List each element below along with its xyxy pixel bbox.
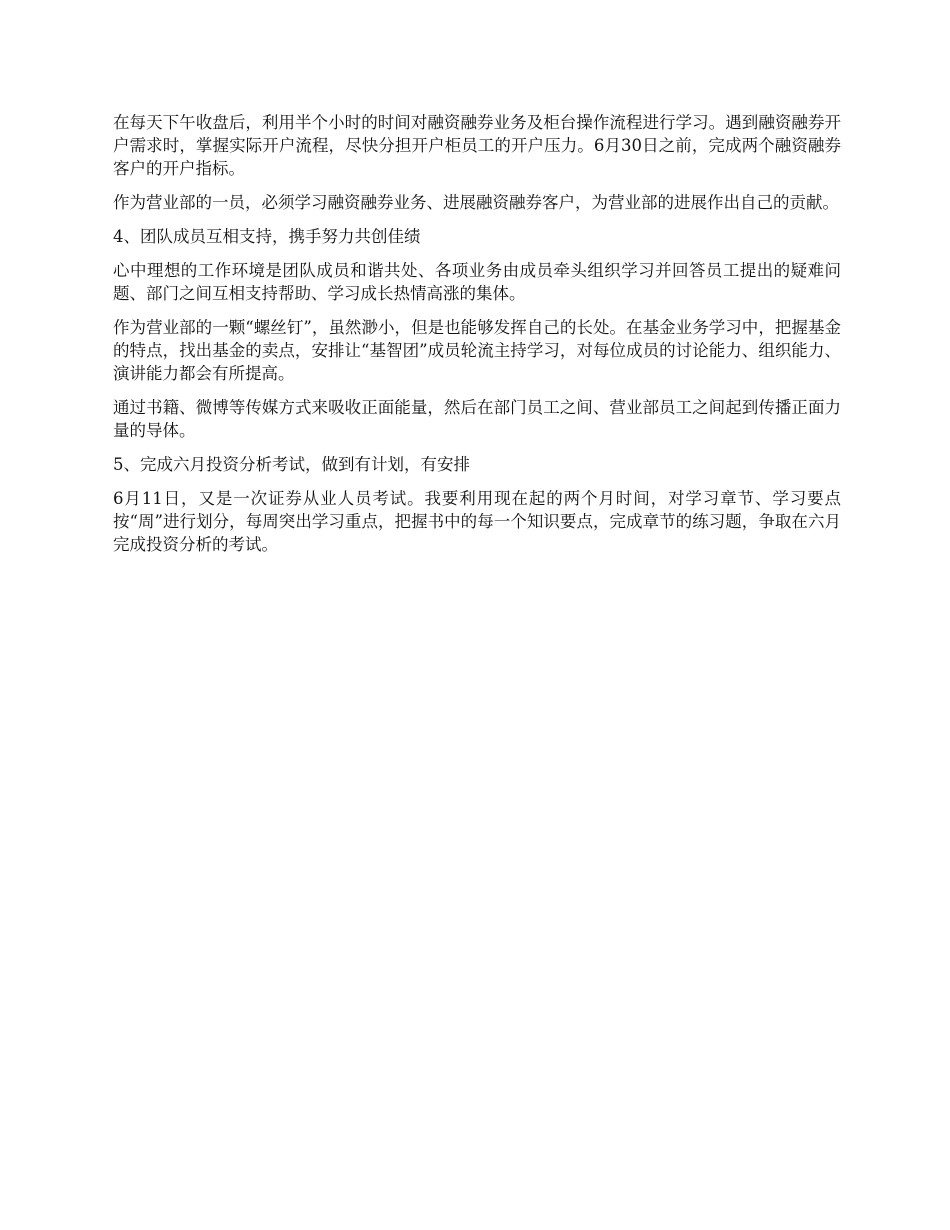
paragraph-screw-role: 作为营业部的一颗“螺丝钉”，虽然渺小，但是也能够发挥自己的长处。在基金业务学习中，把握基金的特点，找出基金的卖点，安排让“基智团”成员轮流主持学习，对每位成员的讨论能力、组织能力、演讲能力都会有所提高。 bbox=[113, 318, 841, 383]
paragraph-exam-plan: 6月11日，又是一次证券从业人员考试。我要利用现在起的两个月时间，对学习章节、学习要点按“周”进行划分，每周突出学习重点，把握书中的每一个知识要点，完成章节的练习题，争取在六月完成投资分析的考试。 bbox=[113, 489, 841, 554]
paragraph-ideal-environment: 心中理想的工作环境是团队成员和谐共处、各项业务由成员牵头组织学习并回答员工提出的疑难问题、部门之间互相支持帮助、学习成长热情高涨的集体。 bbox=[113, 261, 841, 303]
paragraph-positive-energy: 通过书籍、微博等传媒方式来吸收正面能量，然后在部门员工之间、营业部员工之间起到传播正面力量的导体。 bbox=[113, 398, 841, 440]
section-heading-team-support: 4、团队成员互相支持，携手努力共创佳绩 bbox=[113, 227, 421, 246]
paragraph-department-contribution: 作为营业部的一员，必须学习融资融券业务、进展融资融券客户，为营业部的进展作出自己的贡献。 bbox=[113, 193, 839, 212]
section-heading-june-exam: 5、完成六月投资分析考试，做到有计划，有安排 bbox=[113, 455, 470, 474]
document-body bbox=[113, 111, 841, 567]
paragraph-margin-trading-study: 在每天下午收盘后，利用半个小时的时间对融资融券业务及柜台操作流程进行学习。遇到融资融券开户需求时，掌握实际开户流程，尽快分担开户柜员工的开户压力。6月30日之前，完成两个融资融券客户的开户指标。 bbox=[113, 113, 841, 178]
